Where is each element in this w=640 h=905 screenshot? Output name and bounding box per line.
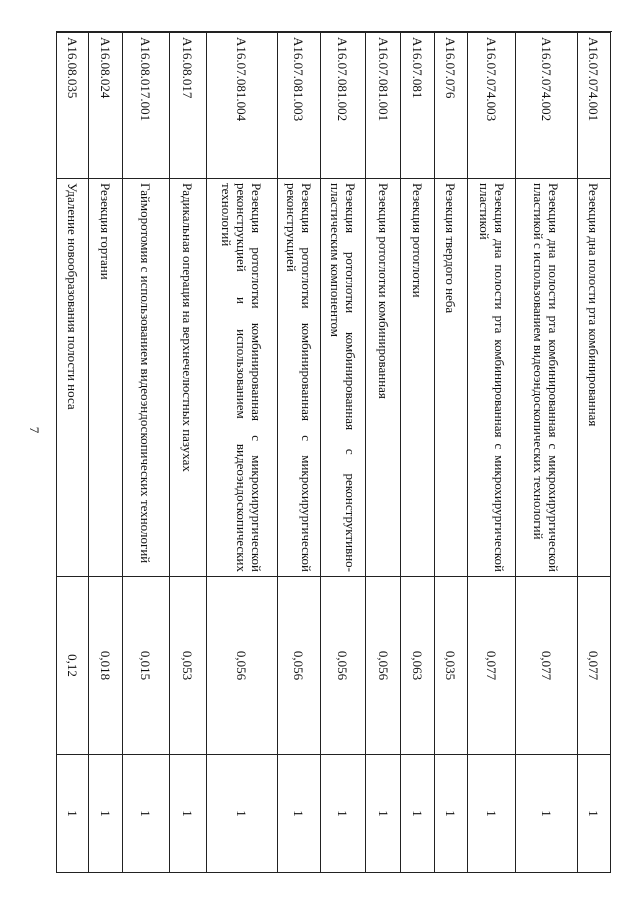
frequency-value: 0,056: [277, 577, 320, 755]
service-name: Резекция дна полости рта комбинированная: [577, 179, 610, 577]
service-name: Резекция ротоглотки комбинированная с микрохирургической реконструкцией: [277, 179, 320, 577]
table-row: [365, 33, 400, 873]
service-code: A16.07.081.001: [365, 33, 400, 179]
multiplicity-value: 1: [365, 755, 400, 873]
page-number: 7: [27, 426, 42, 434]
frequency-value: 0,053: [170, 577, 207, 755]
service-name: Резекция гортани: [89, 179, 122, 577]
frequency-value: 0,077: [577, 577, 610, 755]
service-code: A16.07.081.003: [277, 33, 320, 179]
multiplicity-value: 1: [170, 755, 207, 873]
rotated-page-content: [56, 32, 611, 872]
table-row: [170, 33, 207, 873]
multiplicity-value: 1: [320, 755, 365, 873]
frequency-value: 0,077: [516, 577, 577, 755]
service-code: A16.07.076: [434, 33, 467, 179]
multiplicity-value: 1: [277, 755, 320, 873]
service-name: Резекция ротоглотки комбинированная с реконструктивно-пластическим компонентом: [320, 179, 365, 577]
service-name: Удаление новообразования полости носа: [57, 179, 89, 577]
service-name: Резекция дна полости рта комбинированная с микрохирургической пластикой: [467, 179, 515, 577]
multiplicity-value: 1: [89, 755, 122, 873]
service-code: A16.07.081: [401, 33, 434, 179]
multiplicity-value: 1: [57, 755, 89, 873]
frequency-value: 0,056: [320, 577, 365, 755]
service-code: A16.07.081.002: [320, 33, 365, 179]
multiplicity-value: 1: [122, 755, 169, 873]
service-name: Резекция твердого неба: [434, 179, 467, 577]
table-row: [467, 33, 515, 873]
frequency-value: 0,035: [434, 577, 467, 755]
table-row: [577, 33, 610, 873]
multiplicity-value: 1: [516, 755, 577, 873]
service-name: Резекция ротоглотки: [401, 179, 434, 577]
table-row: [401, 33, 434, 873]
frequency-value: 0,018: [89, 577, 122, 755]
frequency-value: 0,077: [467, 577, 515, 755]
multiplicity-value: 1: [467, 755, 515, 873]
table-row: [320, 33, 365, 873]
service-name: Гайморотомия с использованием видеоэндоскопических технологий: [122, 179, 169, 577]
frequency-value: 0,056: [206, 577, 277, 755]
table-row: [57, 33, 89, 873]
multiplicity-value: 1: [401, 755, 434, 873]
service-name: Радикальная операция на верхнечелюстных пазухах: [170, 179, 207, 577]
table-row: [516, 33, 577, 873]
service-code: A16.08.017.001: [122, 33, 169, 179]
multiplicity-value: 1: [206, 755, 277, 873]
service-code: A16.07.081.004: [206, 33, 277, 179]
table-row: [434, 33, 467, 873]
table-body: [57, 33, 611, 873]
service-name: Резекция дна полости рта комбинированная с микрохирургической пластикой с использованием видеоэндоскопических технологий: [516, 179, 577, 577]
multiplicity-value: 1: [434, 755, 467, 873]
table-row: [277, 33, 320, 873]
table-row: [122, 33, 169, 873]
service-code: A16.07.074.003: [467, 33, 515, 179]
service-name: Резекция ротоглотки комбинированная: [365, 179, 400, 577]
service-code: A16.08.035: [57, 33, 89, 179]
multiplicity-value: 1: [577, 755, 610, 873]
service-code: A16.08.024: [89, 33, 122, 179]
service-code: A16.07.074.002: [516, 33, 577, 179]
frequency-value: 0,12: [57, 577, 89, 755]
services-table: [56, 32, 611, 873]
frequency-value: 0,063: [401, 577, 434, 755]
service-code: A16.08.017: [170, 33, 207, 179]
service-name: Резекция ротоглотки комбинированная с микрохирургической реконструкцией и использованием видеоэндоскопических технологий: [206, 179, 277, 577]
frequency-value: 0,056: [365, 577, 400, 755]
table-row: [89, 33, 122, 873]
service-code: A16.07.074.001: [577, 33, 610, 179]
frequency-value: 0,015: [122, 577, 169, 755]
table-row: [206, 33, 277, 873]
